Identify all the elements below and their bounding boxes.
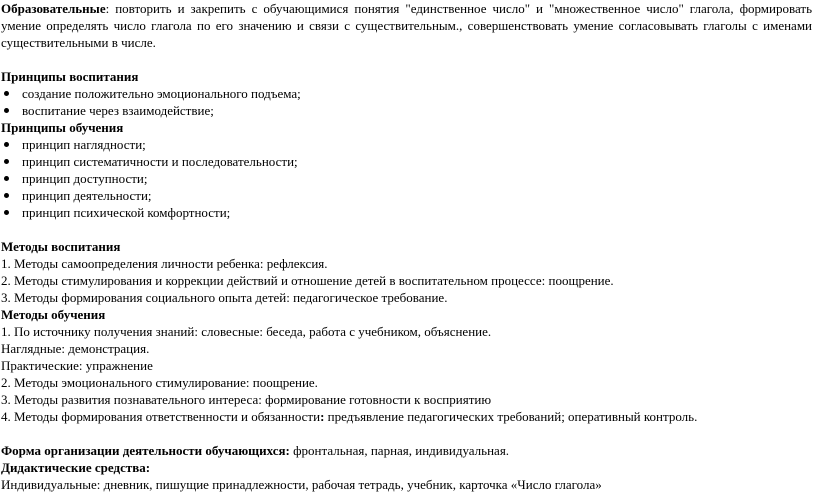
list-item: воспитание через взаимодействие; xyxy=(1,102,812,119)
organization-text: фронтальная, парная, индивидуальная. xyxy=(289,443,510,458)
intro-label: Образовательные xyxy=(1,1,106,16)
teaching-principles-heading: Принципы обучения xyxy=(1,120,124,135)
didactic-line: Индивидуальные: дневник, пишущие принадлежности, рабочая тетрадь, учебник, карточка «Число глагола» xyxy=(1,477,602,492)
upbringing-method-line: 2. Методы стимулирования и коррекции действий и отношение детей в воспитательном процессе: поощрение. xyxy=(1,273,614,288)
list-item: принцип доступности; xyxy=(1,170,812,187)
list-item: принцип наглядности; xyxy=(1,136,812,153)
bullet-icon xyxy=(4,108,9,113)
teaching-methods-heading: Методы обучения xyxy=(1,307,106,322)
upbringing-methods-heading: Методы воспитания xyxy=(1,239,121,254)
teaching-method-line: 4. Методы формирования ответственности и обязанности: предъявление педагогических требований; оперативный контроль. xyxy=(1,409,698,424)
organization-line xyxy=(1,442,812,459)
spacer xyxy=(1,221,812,238)
teaching-principles-list xyxy=(1,136,812,221)
list-item: создание положительно эмоционального подъема; xyxy=(1,85,812,102)
intro-text: : повторить и закрепить с обучающимися понятия "единственное число" и "множественное число" глагола, формировать умение определять число глагола по его значению и связи с существительным., совершенствовать умение согласовывать глаголы с именами существительными в числе. xyxy=(1,1,812,50)
teaching-method-line: Наглядные: демонстрация. xyxy=(1,341,150,356)
bullet-icon xyxy=(4,176,9,181)
bullet-icon xyxy=(4,193,9,198)
list-item: принцип систематичности и последовательности; xyxy=(1,153,812,170)
spacer xyxy=(1,425,812,442)
upbringing-principles-list xyxy=(1,85,812,119)
bullet-icon xyxy=(4,159,9,164)
list-item: принцип психической комфортности; xyxy=(1,204,812,221)
intro-paragraph xyxy=(1,0,812,51)
didactic-heading: Дидактические средства: xyxy=(1,460,151,475)
list-item: принцип деятельности; xyxy=(1,187,812,204)
teaching-method-line: 1. По источнику получения знаний: словесные: беседа, работа с учебником, объяснение. xyxy=(1,324,492,339)
upbringing-method-line: 1. Методы самоопределения личности ребенка: рефлексия. xyxy=(1,256,328,271)
organization-label: Форма организации деятельности обучающихся: xyxy=(1,443,290,458)
teaching-method-line: 2. Методы эмоционального стимулирование: поощрение. xyxy=(1,375,318,390)
teaching-method-line: 3. Методы развития познавательного интереса: формирование готовности к восприятию xyxy=(1,392,492,407)
upbringing-method-line: 3. Методы формирования социального опыта детей: педагогическое требование. xyxy=(1,290,448,305)
teaching-method-line: Практические: упражнение xyxy=(1,358,153,373)
bullet-icon xyxy=(4,210,9,215)
bullet-icon xyxy=(4,91,9,96)
upbringing-principles-heading: Принципы воспитания xyxy=(1,69,139,84)
bullet-icon xyxy=(4,142,9,147)
